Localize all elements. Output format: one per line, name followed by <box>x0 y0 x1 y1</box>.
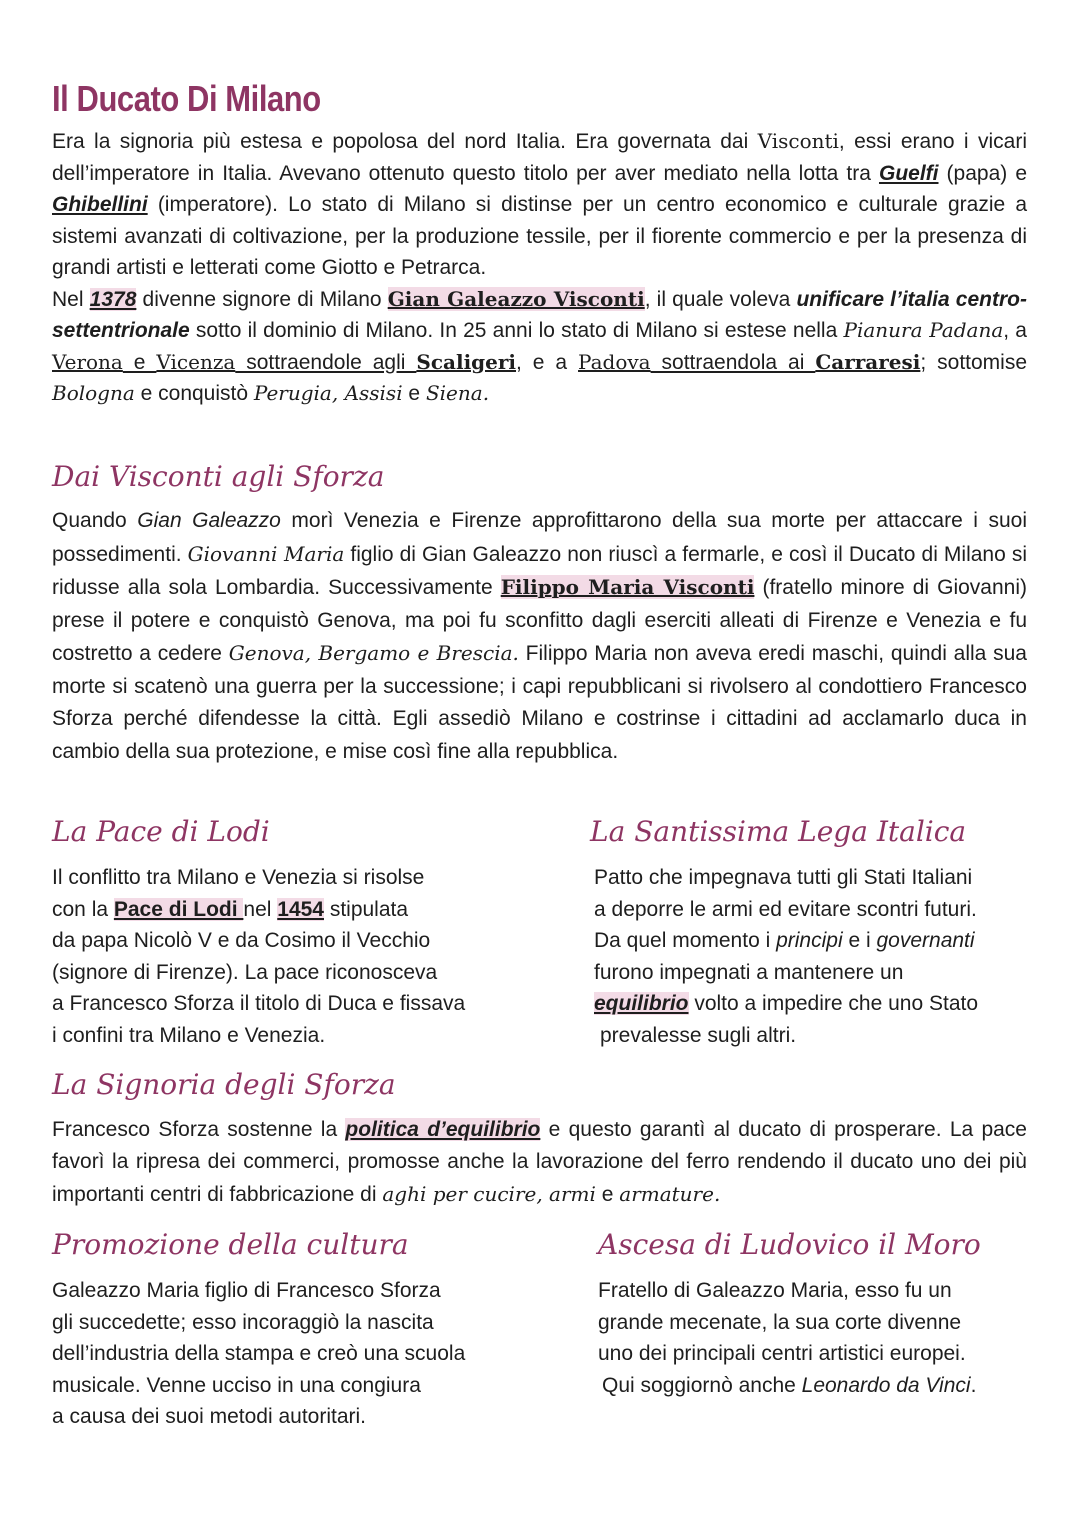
ludovico-line: Qui soggiornò anche Leonardo da Vinci. <box>602 1373 977 1397</box>
intro-paragraph: Era la signoria più estesa e popolosa del nord Italia. Era governata dai Visconti, essi erano i vicari dell’imperatore in Italia. Avevano ottenuto questo titolo per aver mediato nella lotta tra Guelfi (papa) e Ghibellini (imperatore). Lo stato di Milano si distinse per un centro economico e culturale grazie a sistemi avanzati di coltivazione, per la produzione tessile, per il fiorente commercio e per la presenza di grandi artisti e letterati come Giotto e Petrarca. Nel 1378 divenne signore di Milano Gian Galeazzo Visconti, il quale voleva unificare l’italia centro-settentrionale sotto il dominio di Milano. In 25 anni lo stato di Milano si estese nella Pianura Padana, a Verona e Vicenza sottraendole agli Scaligeri, e a Padova sottraendola ai Carraresi; sottomise Bologna e conquistò Perugia, Assisi e Siena. <box>52 129 1028 405</box>
lodi-line: (signore di Firenze). La pace riconosceva <box>52 960 438 984</box>
heading-lega-italica: La Santissima Lega Italica <box>590 815 967 848</box>
lega-line: prevalesse sugli altri. <box>600 1023 797 1047</box>
cultura-line: Galeazzo Maria figlio di Francesco Sforza <box>52 1279 441 1302</box>
cultura-line: dell’industria della stampa e creò una scuola <box>52 1342 466 1365</box>
pace-lodi-text <box>52 862 552 1051</box>
lodi-line: con la Pace di Lodi nel 1454 stipulata <box>52 897 409 921</box>
lodi-line: a Francesco Sforza il titolo di Duca e fissava <box>52 992 466 1015</box>
heading-visconti-sforza: Dai Visconti agli Sforza <box>52 460 385 493</box>
lega-line: equilibrio volto a impedire che uno Stato <box>594 992 979 1015</box>
heading-promozione-cultura: Promozione della cultura <box>52 1228 409 1261</box>
lega-line: Da quel momento i principi e i governanti <box>594 929 975 952</box>
page-title: Il Ducato Di Milano <box>52 78 321 119</box>
ludovico-line: Fratello di Galeazzo Maria, esso fu un <box>598 1279 952 1302</box>
lodi-line: i confini tra Milano e Venezia. <box>52 1023 326 1047</box>
ludovico-line: uno dei principali centri artistici europei. <box>598 1342 966 1365</box>
ludovico-moro-text <box>598 1275 1038 1401</box>
lega-italica-text <box>594 862 1034 1051</box>
lega-line: a deporre le armi ed evitare scontri futuri. <box>594 897 977 921</box>
cultura-line: gli succedette; esso incoraggiò la nascita <box>52 1310 434 1334</box>
promozione-cultura-text <box>52 1275 552 1433</box>
ludovico-line: grande mecenate, la sua corte divenne <box>598 1310 962 1334</box>
cultura-line: musicale. Venne ucciso in una congiura <box>52 1373 421 1397</box>
lodi-line: Il conflitto tra Milano e Venezia si risolse <box>52 866 425 889</box>
visconti-sforza-paragraph: Quando Gian Galeazzo morì Venezia e Firenze approfittarono della sua morte per attaccare i suoi possedimenti. Giovanni Maria figlio di Gian Galeazzo non riuscì a fermarle, e così il Ducato di Milano si ridusse alla sola Lombardia. Successivamente Filippo Maria Visconti (fratello minore di Giovanni) prese il potere e conquistò Genova, ma poi fu sconfitto dagli eserciti alleati di Firenze e Venezia e fu costretto a cedere Genova, Bergamo e Brescia. Filippo Maria non aveva eredi maschi, quindi alla sua morte si scatenò una guerra per la successione; i capi repubblicani si rivolsero al condottiero Francesco Sforza perché difendesse la città. Egli assediò Milano e costrinse i cittadini ad acclamarlo duca in cambio della sua protezione, e mise così fine alla repubblica. <box>52 509 1028 763</box>
heading-signoria-sforza: La Signoria degli Sforza <box>52 1068 396 1101</box>
cultura-line: a causa dei suoi metodi autoritari. <box>52 1405 367 1428</box>
heading-ludovico-moro: Ascesa di Ludovico il Moro <box>598 1228 981 1261</box>
heading-pace-lodi: La Pace di Lodi <box>52 815 270 848</box>
lega-line: furono impegnati a mantenere un <box>594 960 904 984</box>
signoria-sforza-paragraph: Francesco Sforza sostenne la politica d’equilibrio e questo garantì al ducato di prosperare. La pace favorì la ripresa dei commerci, promosse anche la lavorazione del ferro rendendo il ducato uno dei più importanti centri di fabbricazione di aghi per cucire, armi e armature. <box>52 1118 1027 1206</box>
lodi-line: da papa Nicolò V e da Cosimo il Vecchio <box>52 929 431 952</box>
lega-line: Patto che impegnava tutti gli Stati Italiani <box>594 866 973 889</box>
